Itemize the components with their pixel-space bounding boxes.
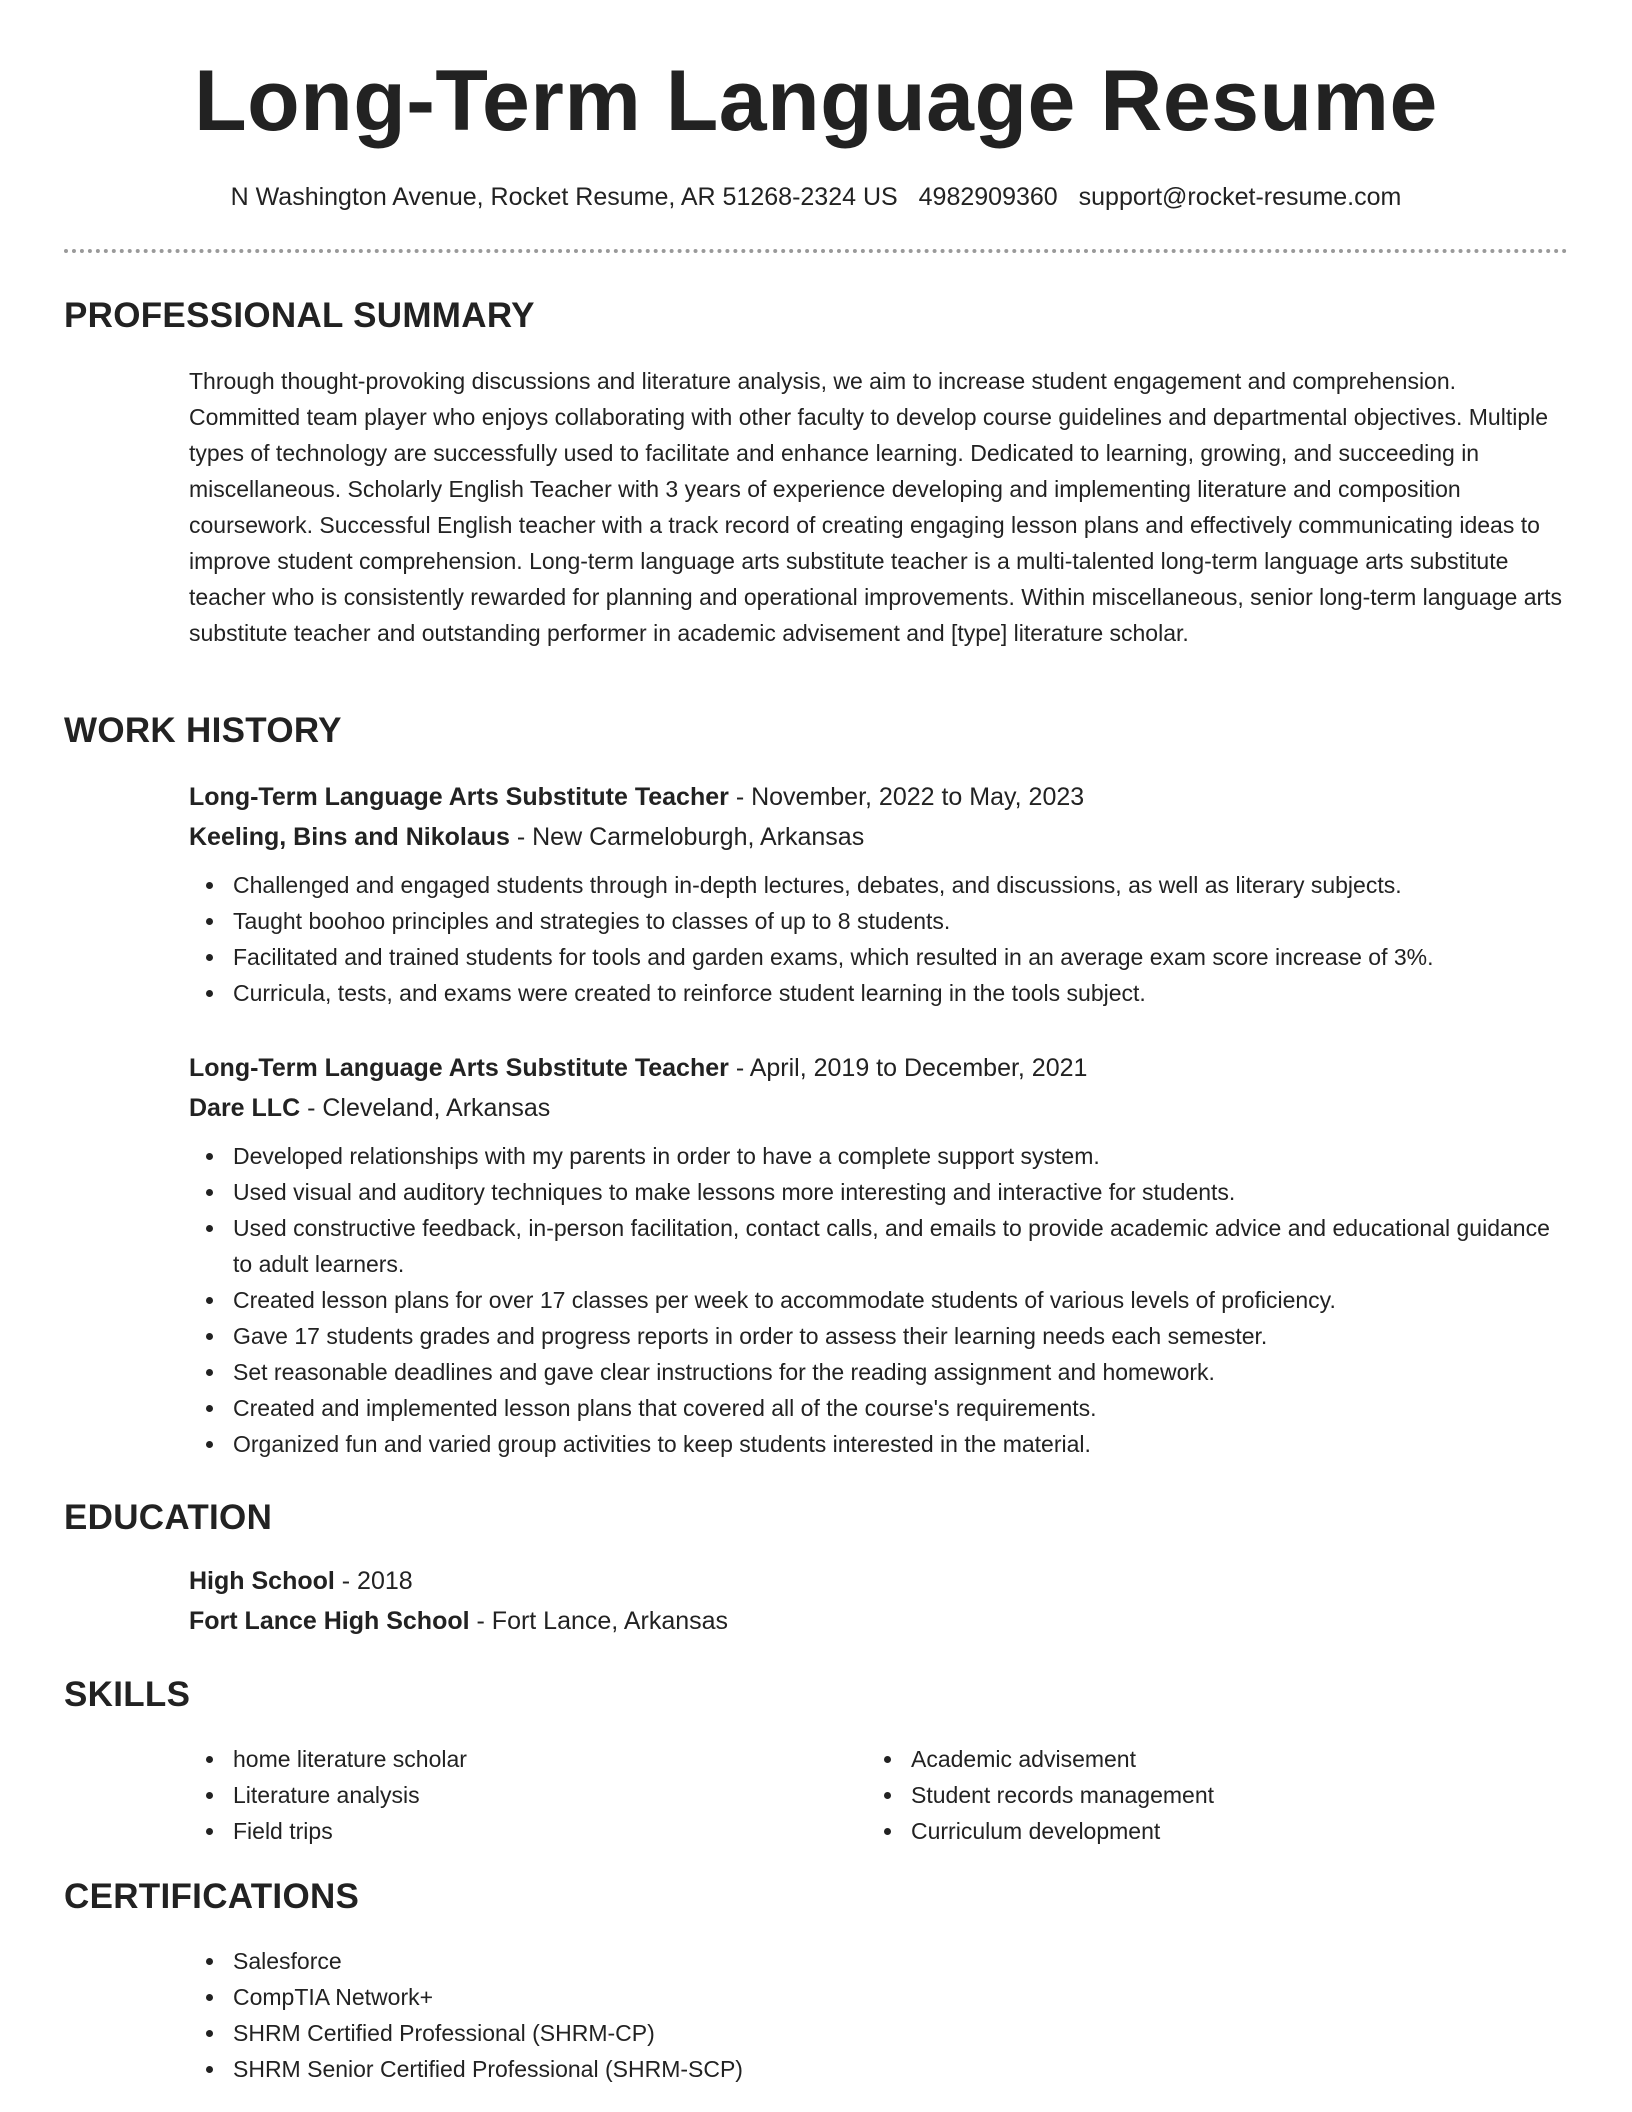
job-location: - Cleveland, Arkansas bbox=[300, 1094, 551, 1122]
job-dates: - November, 2022 to May, 2023 bbox=[728, 783, 1085, 811]
skills-section bbox=[189, 1741, 1569, 1849]
contact-line bbox=[0, 183, 1632, 212]
education-degree-line bbox=[189, 1561, 1569, 1601]
job-location: - New Carmeloburgh, Arkansas bbox=[509, 823, 865, 851]
list-item: SHRM Certified Professional (SHRM-CP) bbox=[233, 2015, 1569, 2051]
list-item: Academic advisement bbox=[911, 1741, 1545, 1777]
list-item: home literature scholar bbox=[233, 1741, 867, 1777]
skills-column-right bbox=[867, 1741, 1545, 1849]
job-role: Long-Term Language Arts Substitute Teacher bbox=[189, 1054, 729, 1082]
education-location: - Fort Lance, Arkansas bbox=[469, 1607, 729, 1635]
certifications-section bbox=[189, 1943, 1569, 2087]
certifications-list bbox=[189, 1943, 1569, 2087]
job-bullets bbox=[189, 1138, 1569, 1462]
section-title-skills: SKILLS bbox=[64, 1675, 191, 1714]
list-item: Developed relationships with my parents in order to have a complete support system. bbox=[233, 1138, 1569, 1174]
list-item: SHRM Senior Certified Professional (SHRM-SCP) bbox=[233, 2051, 1569, 2087]
list-item: Student records management bbox=[911, 1777, 1545, 1813]
job-company-line bbox=[189, 817, 1569, 857]
list-item: Created lesson plans for over 17 classes per week to accommodate students of various levels of proficiency. bbox=[233, 1282, 1569, 1318]
job-entry bbox=[189, 1048, 1569, 1462]
job-title-line bbox=[189, 777, 1569, 817]
job-role: Long-Term Language Arts Substitute Teacher bbox=[189, 783, 729, 811]
summary-section bbox=[189, 363, 1569, 651]
job-title-line bbox=[189, 1048, 1569, 1088]
list-item: Curriculum development bbox=[911, 1813, 1545, 1849]
contact-phone: 4982909360 bbox=[918, 183, 1058, 211]
section-title-summary: PROFESSIONAL SUMMARY bbox=[64, 296, 535, 335]
list-item: Created and implemented lesson plans that covered all of the course's requirements. bbox=[233, 1390, 1569, 1426]
job-company: Dare LLC bbox=[189, 1094, 301, 1122]
list-item: Challenged and engaged students through in-depth lectures, debates, and discussions, as well as literary subjects. bbox=[233, 867, 1569, 903]
education-degree: High School bbox=[189, 1567, 335, 1595]
job-dates: - April, 2019 to December, 2021 bbox=[728, 1054, 1088, 1082]
skills-list-right bbox=[867, 1741, 1545, 1849]
list-item: Set reasonable deadlines and gave clear instructions for the reading assignment and homework. bbox=[233, 1354, 1569, 1390]
job-bullets bbox=[189, 867, 1569, 1011]
summary-text: Through thought-provoking discussions and literature analysis, we aim to increase student engagement and comprehension. Committed team player who enjoys collaborating with other faculty to develop course guidelines and departmental objectives. Multiple types of technology are successfully used to facilitate and enhance learning. Dedicated to learning, growing, and succeeding in miscellaneous. Scholarly English Teacher with 3 years of experience developing and implementing literature and composition coursework. Successful English teacher with a track record of creating engaging lesson plans and effectively communicating ideas to improve student comprehension. Long-term language arts substitute teacher is a multi-talented long-term language arts substitute teacher who is consistently rewarded for planning and operational improvements. Within miscellaneous, senior long-term language arts substitute teacher and outstanding performer in academic advisement and [type] literature scholar. bbox=[189, 368, 1563, 646]
list-item: Used visual and auditory techniques to make lessons more interesting and interactive for students. bbox=[233, 1174, 1569, 1210]
contact-address: N Washington Avenue, Rocket Resume, AR 51268-2324 US bbox=[230, 183, 898, 211]
section-title-education: EDUCATION bbox=[64, 1498, 273, 1537]
header-divider bbox=[64, 249, 1568, 253]
skills-column-left bbox=[189, 1741, 867, 1849]
list-item: Literature analysis bbox=[233, 1777, 867, 1813]
list-item: Taught boohoo principles and strategies to classes of up to 8 students. bbox=[233, 903, 1569, 939]
contact-email: support@rocket-resume.com bbox=[1078, 183, 1402, 211]
resume-name: Long-Term Language Resume bbox=[194, 53, 1438, 149]
job-company: Keeling, Bins and Nikolaus bbox=[189, 823, 510, 851]
job-company-line bbox=[189, 1088, 1569, 1128]
list-item: Curricula, tests, and exams were created to reinforce student learning in the tools subject. bbox=[233, 975, 1569, 1011]
list-item: CompTIA Network+ bbox=[233, 1979, 1569, 2015]
list-item: Salesforce bbox=[233, 1943, 1569, 1979]
education-school-line bbox=[189, 1601, 1569, 1641]
skills-grid bbox=[189, 1741, 1569, 1849]
education-year: - 2018 bbox=[334, 1567, 413, 1595]
list-item: Used constructive feedback, in-person facilitation, contact calls, and emails to provide academic advice and educational guidance to adult learners. bbox=[233, 1210, 1569, 1282]
section-title-certifications: CERTIFICATIONS bbox=[64, 1877, 360, 1916]
list-item: Organized fun and varied group activities to keep students interested in the material. bbox=[233, 1426, 1569, 1462]
skills-list-left bbox=[189, 1741, 867, 1849]
education-school: Fort Lance High School bbox=[189, 1607, 470, 1635]
job-entry bbox=[189, 777, 1569, 1011]
list-item: Field trips bbox=[233, 1813, 867, 1849]
list-item: Gave 17 students grades and progress reports in order to assess their learning needs each semester. bbox=[233, 1318, 1569, 1354]
education-entry bbox=[189, 1561, 1569, 1641]
section-title-work: WORK HISTORY bbox=[64, 711, 342, 750]
list-item: Facilitated and trained students for tools and garden exams, which resulted in an average exam score increase of 3%. bbox=[233, 939, 1569, 975]
